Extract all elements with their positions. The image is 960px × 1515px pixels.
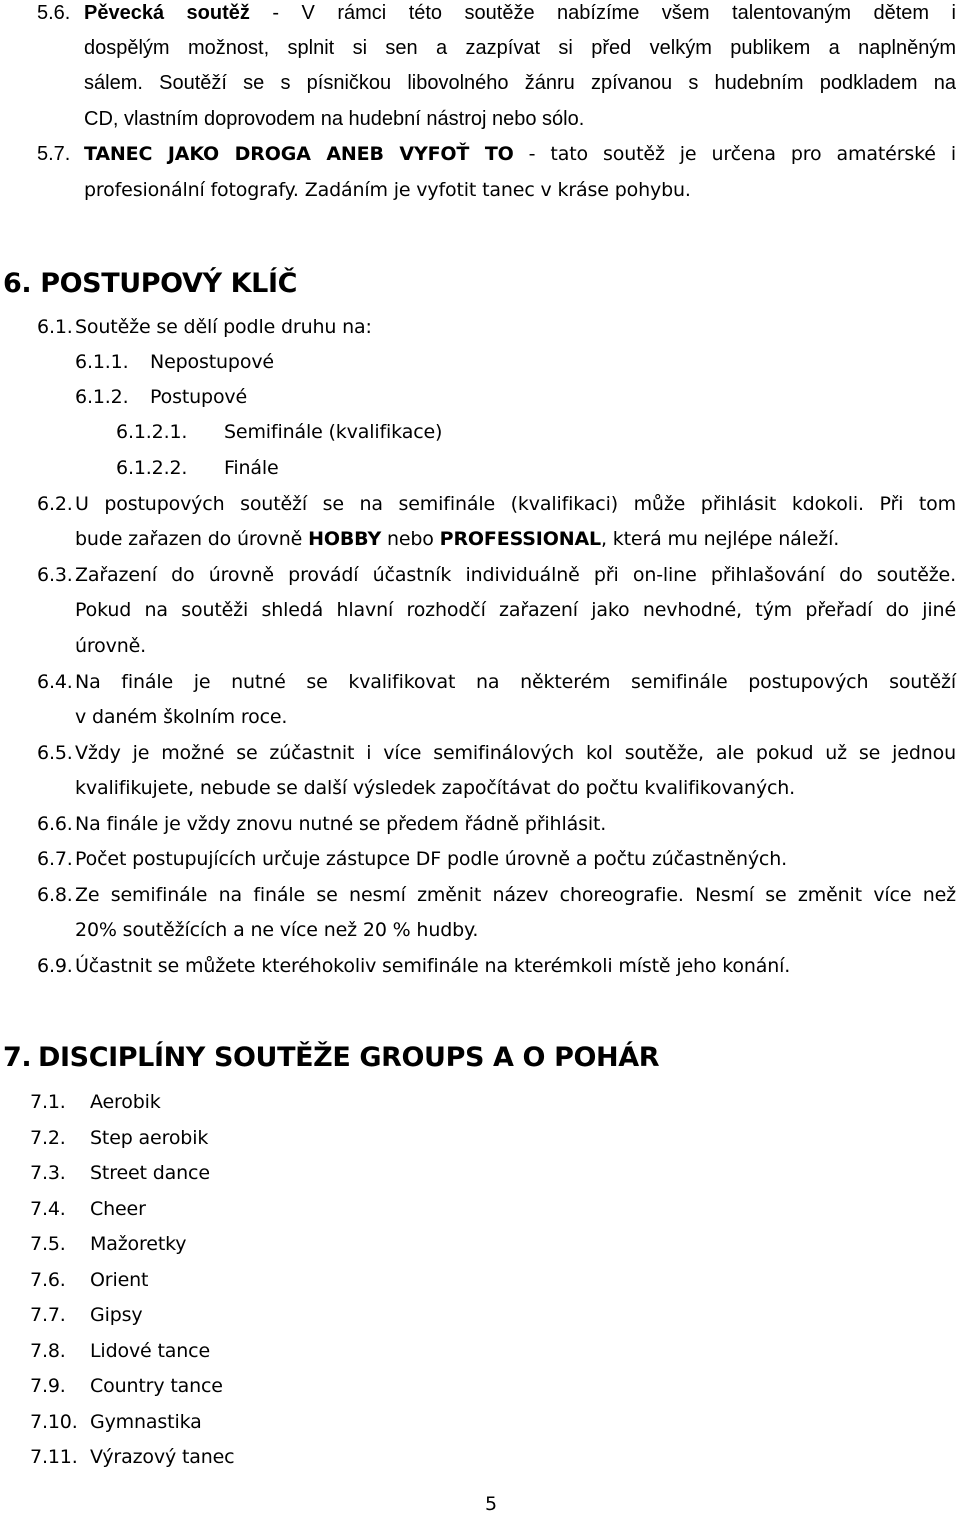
page-number: 5 [485,1493,497,1515]
item-number: 6.1. [37,316,73,338]
list-item-number: 7.5. [30,1233,66,1255]
list-item-number: 7.6. [30,1269,66,1291]
item-number: 6.1.2. [75,386,129,408]
item-title: TANEC JAKO DROGA ANEB VYFOŤ TO [84,143,514,165]
item-number: 6.9. [37,955,73,977]
item-number: 5.7. [37,143,71,165]
item-number: 6.1.2.1. [116,421,188,443]
item-line: Pokud na soutěži shledá hlavní rozhodčí zařazení jako nevhodné, tým přeřadí do jiné [75,599,956,621]
list-item-label: Aerobik [90,1091,161,1113]
item-line: 20% soutěžících a ne více než 20 % hudby. [75,919,479,941]
item-text: Počet postupujících určuje zástupce DF podle úrovně a počtu zúčastněných. [75,848,788,870]
list-item-label: Lidové tance [90,1340,210,1362]
item-text: Účastnit se můžete kteréhokoliv semifinále na kterémkoli místě jeho konání. [75,955,791,977]
item-line: kvalifikujete, nebude se další výsledek započítávat do počtu kvalifikovaných. [75,777,796,799]
item-text: Postupové [150,386,248,408]
list-item-number: 7.3. [30,1162,66,1184]
item-line: Pěvecká soutěž - V rámci této soutěže nabízíme všem talentovaným dětem i [84,2,956,24]
item-number: 6.2. [37,493,73,515]
list-item-label: Orient [90,1269,149,1291]
list-item-number: 7.7. [30,1304,66,1326]
list-item-number: 7.8. [30,1340,66,1362]
item-line: Vždy je možné se zúčastnit i více semifinálových kol soutěže, ale pokud už se jednou [75,742,956,764]
list-item-number: 7.9. [30,1375,66,1397]
list-item-label: Mažoretky [90,1233,187,1255]
item-text: Na finále je vždy znovu nutné se předem řádně přihlásit. [75,813,607,835]
item-number: 5.6. [37,2,71,24]
item-number: 6.5. [37,742,73,764]
item-text: Soutěže se dělí podle druhu na: [75,316,372,338]
list-item-number: 7.2. [30,1127,66,1149]
item-line: bude zařazen do úrovně HOBBY nebo PROFESSIONAL, která mu nejlépe náleží. [75,528,840,550]
item-number: 6.4. [37,671,73,693]
item-line: TANEC JAKO DROGA ANEB VYFOŤ TO - tato soutěž je určena pro amatérské i [84,143,956,165]
item-number: 6.1.1. [75,351,129,373]
item-number: 6.8. [37,884,73,906]
item-title: Pěvecká soutěž [84,2,250,24]
list-item-label: Country tance [90,1375,223,1397]
item-line: profesionální fotografy. Zadáním je vyfotit tanec v kráse pohybu. [84,179,691,201]
item-number: 6.3. [37,564,73,586]
item-number: 6.6. [37,813,73,835]
list-item-number: 7.1. [30,1091,66,1113]
item-line: Ze semifinále na finále se nesmí změnit název choreografie. Nesmí se změnit více než [75,884,956,906]
level-professional: PROFESSIONAL [439,528,601,550]
item-line: sálem. Soutěží se s písničkou libovolného žánru zpívanou s hudebním podkladem na [84,72,956,94]
item-line: U postupových soutěží se na semifinále (kvalifikaci) může přihlásit kdokoli. Při tom [75,493,956,515]
item-number: 6.1.2.2. [116,457,188,479]
list-item-number: 7.4. [30,1198,66,1220]
item-line: úrovně. [75,635,147,657]
item-text: Finále [224,457,279,479]
section-heading: DISCIPLÍNY SOUTĚŽE GROUPS A O POHÁR [38,1042,660,1073]
list-item-number: 7.10. [30,1411,78,1433]
list-item-number: 7.11. [30,1446,78,1468]
level-hobby: HOBBY [308,528,382,550]
section-heading: 6. POSTUPOVÝ KLÍČ [3,268,298,299]
item-line: Zařazení do úrovně provádí účastník individuálně při on-line přihlašování do soutěže. [75,564,956,586]
item-line: Na finále je nutné se kvalifikovat na některém semifinále postupových soutěží [75,671,956,693]
item-line: CD, vlastním doprovodem na hudební nástroj nebo sólo. [84,108,585,130]
list-item-label: Gipsy [90,1304,143,1326]
list-item-label: Výrazový tanec [90,1446,235,1468]
item-line: v daném školním roce. [75,706,288,728]
item-line: dospělým možnost, splnit si sen a zazpívat si před velkým publikem a naplněným [84,37,956,59]
item-text: Semifinále (kvalifikace) [224,421,443,443]
list-item-label: Cheer [90,1198,146,1220]
item-text: Nepostupové [150,351,274,373]
item-number: 6.7. [37,848,73,870]
list-item-label: Gymnastika [90,1411,202,1433]
list-item-label: Step aerobik [90,1127,209,1149]
section-number: 7. [3,1042,32,1073]
list-item-label: Street dance [90,1162,210,1184]
